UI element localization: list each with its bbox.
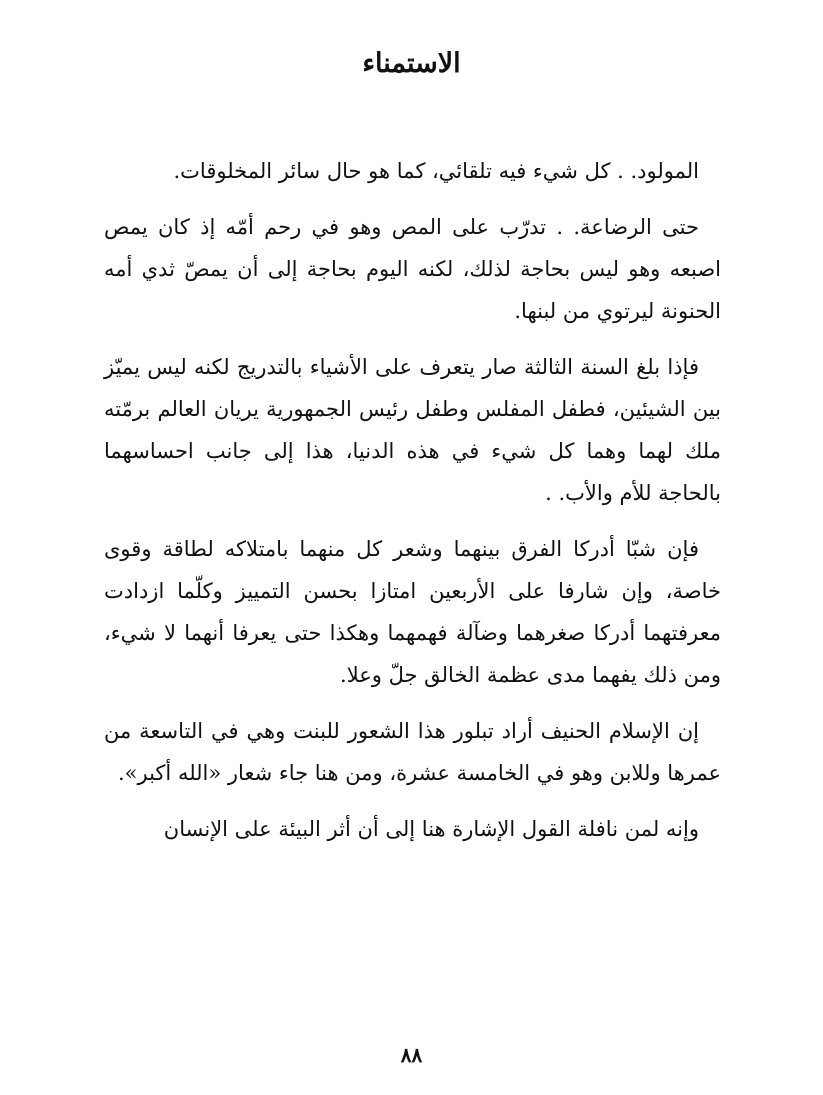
paragraph: فإذا بلغ السنة الثالثة صار يتعرف على الأشياء بالتدريج لكنه ليس يميّز بين الشيئين، فطفل المفلس وطفل رئيس الجمهورية يريان العالم برمّته ملك لهما وهما كل شيء في هذه الدنيا، هذا إلى جانب احساسهما بالحاجة للأم والأب. . [104,355,721,505]
paragraph: إن الإسلام الحنيف أراد تبلور هذا الشعور للبنت وهي في التاسعة من عمرها وللابن وهو في الخامسة عشرة، ومن هنا جاء شعار «الله أكبر». [104,719,721,785]
paragraph: حتى الرضاعة. . تدرّب على المص وهو في رحم أمّه إذ كان يمص اصبعه وهو ليس بحاجة لذلك، لكنه اليوم بحاجة إلى أن يمصّ ثدي أمه الحنونة ليرتوي من لبنها. [104,215,721,323]
page-title: الاستمناء [362,48,461,79]
paragraph: وإنه لمن نافلة القول الإشارة هنا إلى أن أثر البيئة على الإنسان [163,817,699,841]
paragraph: المولود. . كل شيء فيه تلقائي، كما هو حال سائر المخلوقات. [173,159,699,183]
page-number: ٨٨ [400,1043,423,1067]
paragraph: فإن شبّا أدركا الفرق بينهما وشعر كل منهما بامتلاكه لطاقة وقوى خاصة، وإن شارفا على الأربعين امتازا بحسن التمييز وكلّما ازدادت معرفتهما أدركا صغرهما وضآلة فهمهما وهكذا حتى يعرفا أنهما لا شيء، ومن ذلك يفهما مدى عظمة الخالق جلّ وعلا. [104,537,721,687]
body-text [104,150,721,864]
